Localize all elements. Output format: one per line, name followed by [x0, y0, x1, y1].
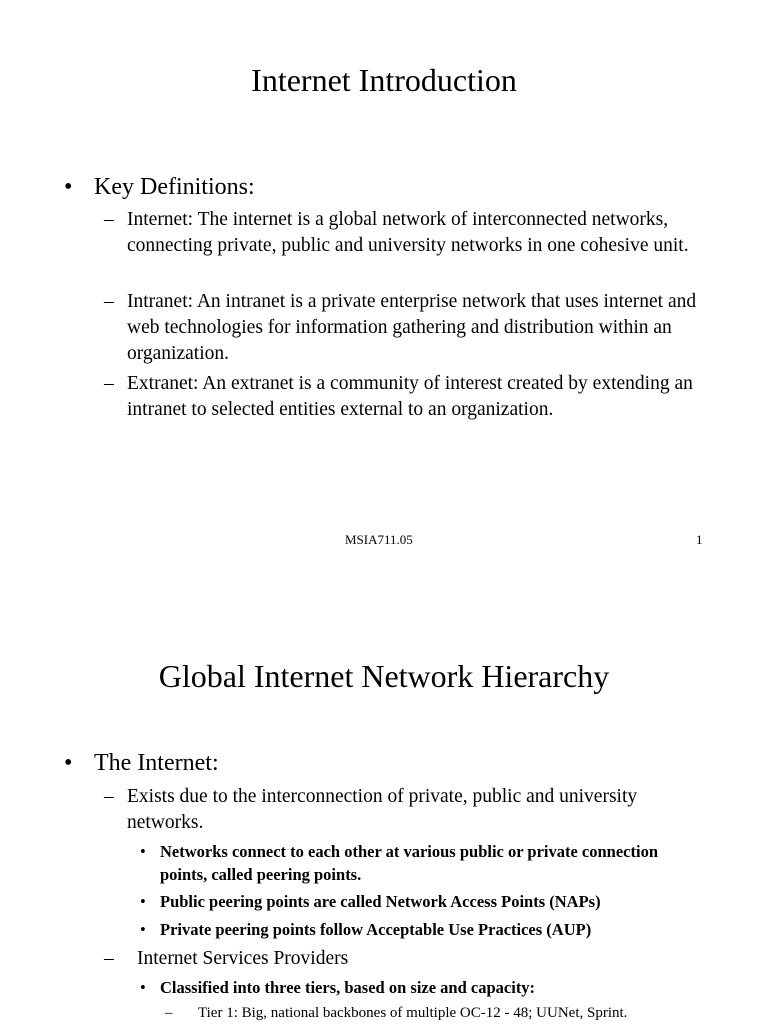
slide-1-title: Internet Introduction — [251, 62, 517, 98]
interconnection-text: Exists due to the interconnection of private, public and university networks. — [127, 786, 638, 833]
peering-points-text: Networks connect to each other at various public or private connection points, called peering points. — [160, 842, 659, 884]
bullet-marker: • — [64, 750, 73, 776]
dash-marker: – — [104, 948, 114, 969]
definition-internet — [104, 207, 704, 259]
tiers-text: Classified into three tiers, based on size and capacity: — [160, 978, 536, 997]
footer-course-code: MSIA711.05 — [345, 532, 413, 547]
definition-intranet — [104, 289, 704, 367]
bullet-marker: • — [64, 174, 73, 200]
the-internet-heading: The Internet: — [94, 750, 219, 776]
isp-item — [104, 946, 704, 972]
isp-text: Internet Services Providers — [137, 948, 349, 969]
private-peering-text: Private peering points follow Acceptable Use Practices (AUP) — [160, 920, 592, 939]
bullet-marker: • — [140, 920, 146, 939]
definition-intranet-text: Intranet: An intranet is a private enterprise network that uses internet and web technologies for information gathering and distribution within an organization. — [127, 291, 697, 364]
page-number: 1 — [696, 532, 703, 547]
definition-extranet — [104, 371, 704, 423]
definition-internet-text: Internet: The internet is a global network of interconnected networks, connecting private, public and university networks in one cohesive unit. — [127, 209, 689, 256]
slide-2-title: Global Internet Network Hierarchy — [158, 658, 610, 694]
slide-2 — [0, 600, 768, 1024]
dash-marker: – — [165, 1005, 173, 1021]
public-peering-text: Public peering points are called Network Access Points (NAPs) — [160, 892, 601, 911]
bullet-marker: • — [140, 842, 146, 861]
dash-marker: – — [104, 786, 114, 807]
tier-1-text: Tier 1: Big, national backbones of multiple OC-12 - 48; UUNet, Sprint. — [198, 1005, 628, 1021]
tier-1-item — [165, 1003, 765, 1023]
tiers-item — [140, 976, 700, 999]
private-peering-item — [140, 918, 700, 941]
bullet-marker: • — [140, 892, 146, 911]
peering-points-item — [140, 840, 700, 886]
dash-marker: – — [104, 291, 114, 312]
definition-extranet-text: Extranet: An extranet is a community of interest created by extending an intranet to selected entities external to an organization. — [127, 373, 693, 420]
dash-marker: – — [104, 373, 114, 394]
interconnection-item — [104, 784, 704, 836]
key-definitions-heading: Key Definitions: — [94, 174, 255, 200]
bullet-marker: • — [140, 978, 146, 997]
public-peering-item — [140, 890, 700, 913]
dash-marker: – — [104, 209, 114, 230]
